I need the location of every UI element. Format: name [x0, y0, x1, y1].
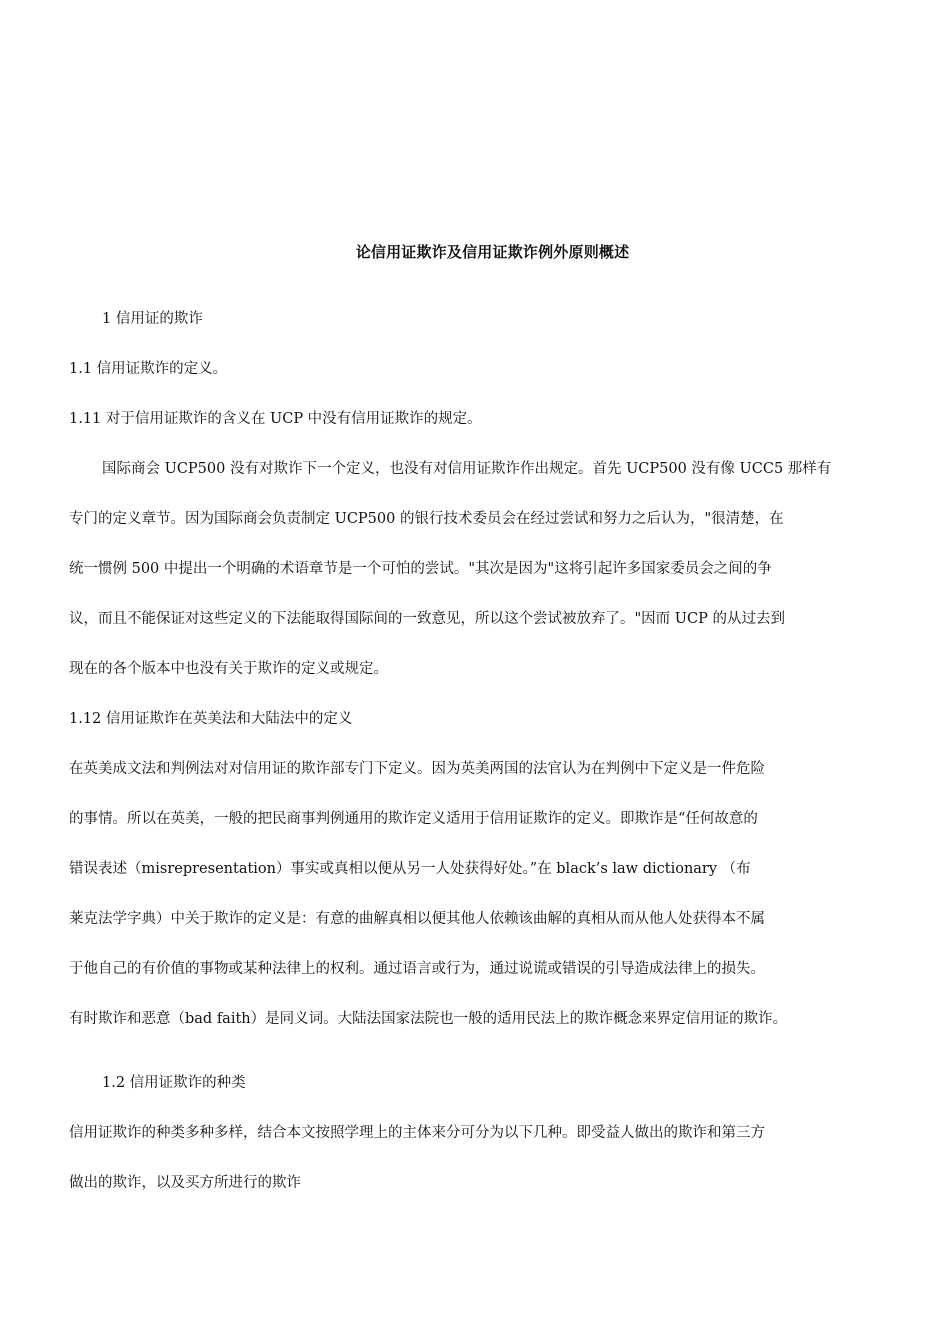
- section-heading-1: 1 信用证的欺诈: [102, 311, 203, 327]
- paragraph-line: 专门的定义章节。因为国际商会负责制定 UCP500 的银行技术委员会在经过尝试和努力之后认为，"很清楚，在: [69, 511, 784, 527]
- paragraph-line: 做出的欺诈，以及买方所进行的欺诈: [69, 1175, 301, 1191]
- paragraph-line: 的事情。所以在英美，一般的把民商事判例通用的欺诈定义适用于信用证欺诈的定义。即欺诈是“任何故意的: [69, 811, 758, 827]
- paragraph-line: 于他自己的有价值的事物或某种法律上的权利。通过语言或行为，通过说谎或错误的引导造成法律上的损失。: [69, 961, 765, 977]
- paragraph-line: 错误表述（misrepresentation）事实或真相以便从另一人处获得好处。”在 black’s law dictionary （布: [69, 861, 751, 877]
- paragraph-line: 有时欺诈和恶意（bad faith）是同义词。大陆法国家法院也一般的适用民法上的欺诈概念来界定信用证的欺诈。: [69, 1011, 788, 1027]
- paragraph-line: 现在的各个版本中也没有关于欺诈的定义或规定。: [69, 661, 388, 677]
- paragraph-line: 莱克法学字典）中关于欺诈的定义是：有意的曲解真相以便其他人依赖该曲解的真相从而从他人处获得本不属: [69, 911, 765, 927]
- section-heading-1-1: 1.1 信用证欺诈的定义。: [69, 361, 228, 377]
- section-heading-1-12: 1.12 信用证欺诈在英美法和大陆法中的定义: [69, 711, 353, 727]
- paragraph-line: 在英美成文法和判例法对对信用证的欺诈部专门下定义。因为英美两国的法官认为在判例中下定义是一件危险: [69, 761, 765, 777]
- document-title: 论信用证欺诈及信用证欺诈例外原则概述: [355, 243, 630, 261]
- paragraph-line: 信用证欺诈的种类多种多样，结合本文按照学理上的主体来分可分为以下几种。即受益人做出的欺诈和第三方: [69, 1125, 765, 1141]
- section-heading-1-11: 1.11 对于信用证欺诈的含义在 UCP 中没有信用证欺诈的规定。: [69, 411, 482, 427]
- paragraph-line: 统一惯例 500 中提出一个明确的术语章节是一个可怕的尝试。"其次是因为"这将引起许多国家委员会之间的争: [69, 561, 772, 577]
- paragraph-line: 议，而且不能保证对这些定义的下法能取得国际间的一致意见，所以这个尝试被放弃了。"因而 UCP 的从过去到: [69, 611, 785, 627]
- paragraph-line: 国际商会 UCP500 没有对欺诈下一个定义，也没有对信用证欺诈作出规定。首先 UCP500 没有像 UCC5 那样有: [102, 461, 832, 477]
- section-heading-1-2: 1.2 信用证欺诈的种类: [102, 1075, 246, 1091]
